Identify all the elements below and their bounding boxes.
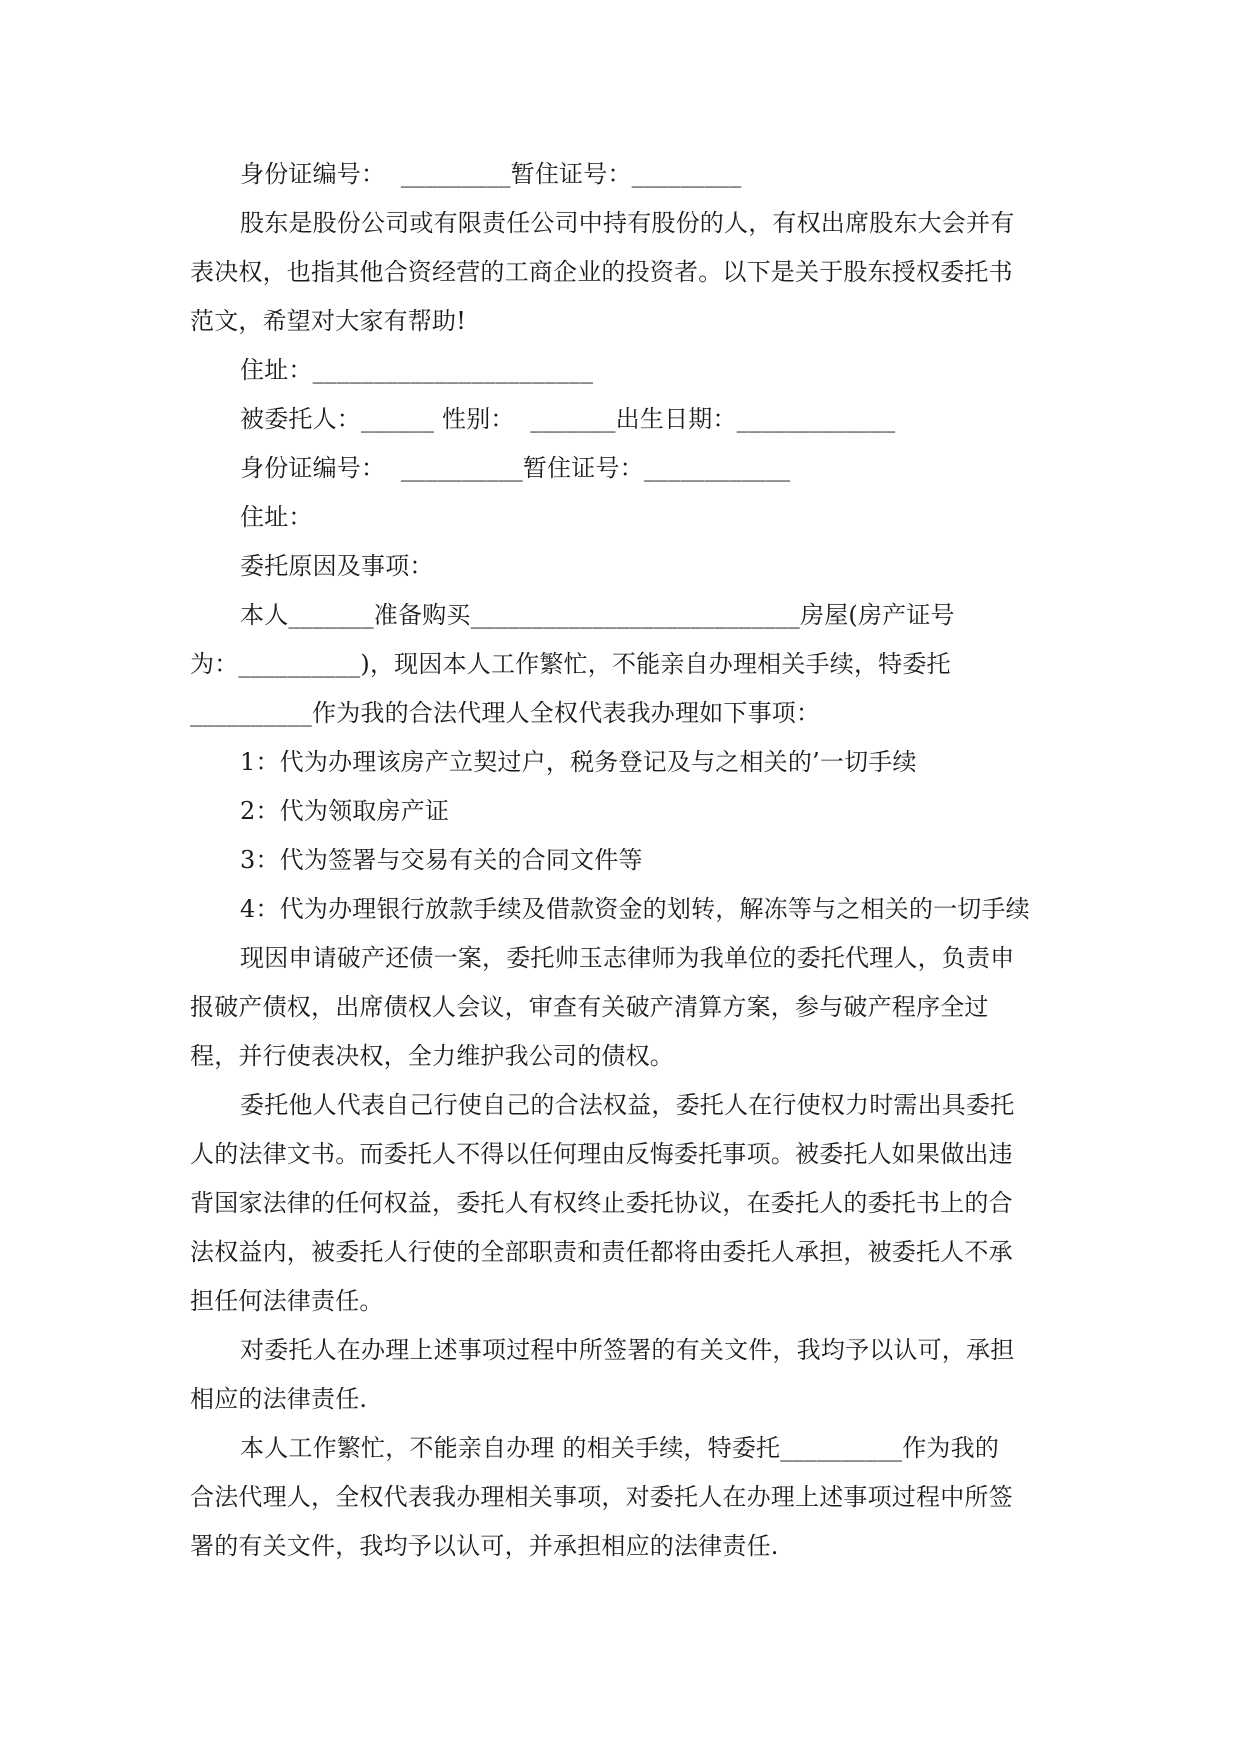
- paragraph-line: 本人_______准备购买___________________________房屋(房产证号: [240, 601, 955, 629]
- paragraph-line: 委托他人代表自己行使自己的合法权益，委托人在行使权力时需出具委托: [240, 1091, 1015, 1119]
- id-number-line: 身份证编号： __________暂住证号：____________: [240, 454, 791, 482]
- paragraph-line: 担任何法律责任。: [190, 1287, 384, 1315]
- address-line: 住址：: [240, 503, 313, 531]
- section-heading: 委托原因及事项：: [240, 552, 434, 580]
- paragraph-line: 相应的法律责任.: [190, 1385, 368, 1413]
- list-item: 1：代为办理该房产立契过户，税务登记及与之相关的’一切手续: [240, 748, 917, 776]
- list-item: 4：代为办理银行放款手续及借款资金的划转，解冻等与之相关的一切手续: [240, 895, 1030, 923]
- paragraph-line: 报破产债权，出席债权人会议，审查有关破产清算方案，参与破产程序全过: [190, 993, 989, 1021]
- paragraph-line: 本人工作繁忙，不能亲自办理 的相关手续，特委托__________作为我的: [240, 1434, 1000, 1462]
- paragraph-line: 股东是股份公司或有限责任公司中持有股份的人，有权出席股东大会并有: [240, 209, 1015, 237]
- paragraph-line: 范文，希望对大家有帮助!: [190, 307, 467, 335]
- paragraph-line: 署的有关文件，我均予以认可，并承担相应的法律责任.: [190, 1532, 779, 1560]
- paragraph-line: __________作为我的合法代理人全权代表我办理如下事项：: [190, 699, 821, 727]
- paragraph-line: 现因申请破产还债一案，委托帅玉志律师为我单位的委托代理人，负责申: [240, 944, 1015, 972]
- id-number-line: 身份证编号： _________暂住证号：_________: [240, 160, 742, 188]
- list-item: 2：代为领取房产证: [240, 797, 450, 825]
- paragraph-line: 为：__________)，现因本人工作繁忙，不能亲自办理相关手续，特委托: [190, 650, 951, 678]
- paragraph-line: 背国家法律的任何权益，委托人有权终止委托协议，在委托人的委托书上的合: [190, 1189, 1013, 1217]
- paragraph-line: 合法代理人，全权代表我办理相关事项，对委托人在办理上述事项过程中所签: [190, 1483, 1013, 1511]
- trustee-line: 被委托人：______ 性别： _______出生日期：_____________: [240, 405, 896, 433]
- paragraph-line: 法权益内，被委托人行使的全部职责和责任都将由委托人承担，被委托人不承: [190, 1238, 1013, 1266]
- paragraph-line: 表决权，也指其他合资经营的工商企业的投资者。以下是关于股东授权委托书: [190, 258, 1013, 286]
- paragraph-line: 对委托人在办理上述事项过程中所签署的有关文件，我均予以认可，承担: [240, 1336, 1015, 1364]
- paragraph-line: 人的法律文书。而委托人不得以任何理由反悔委托事项。被委托人如果做出违: [190, 1140, 1013, 1168]
- list-item: 3：代为签署与交易有关的合同文件等: [240, 846, 643, 874]
- address-line: 住址：_______________________: [240, 356, 594, 384]
- paragraph-line: 程，并行使表决权，全力维护我公司的债权。: [190, 1042, 674, 1070]
